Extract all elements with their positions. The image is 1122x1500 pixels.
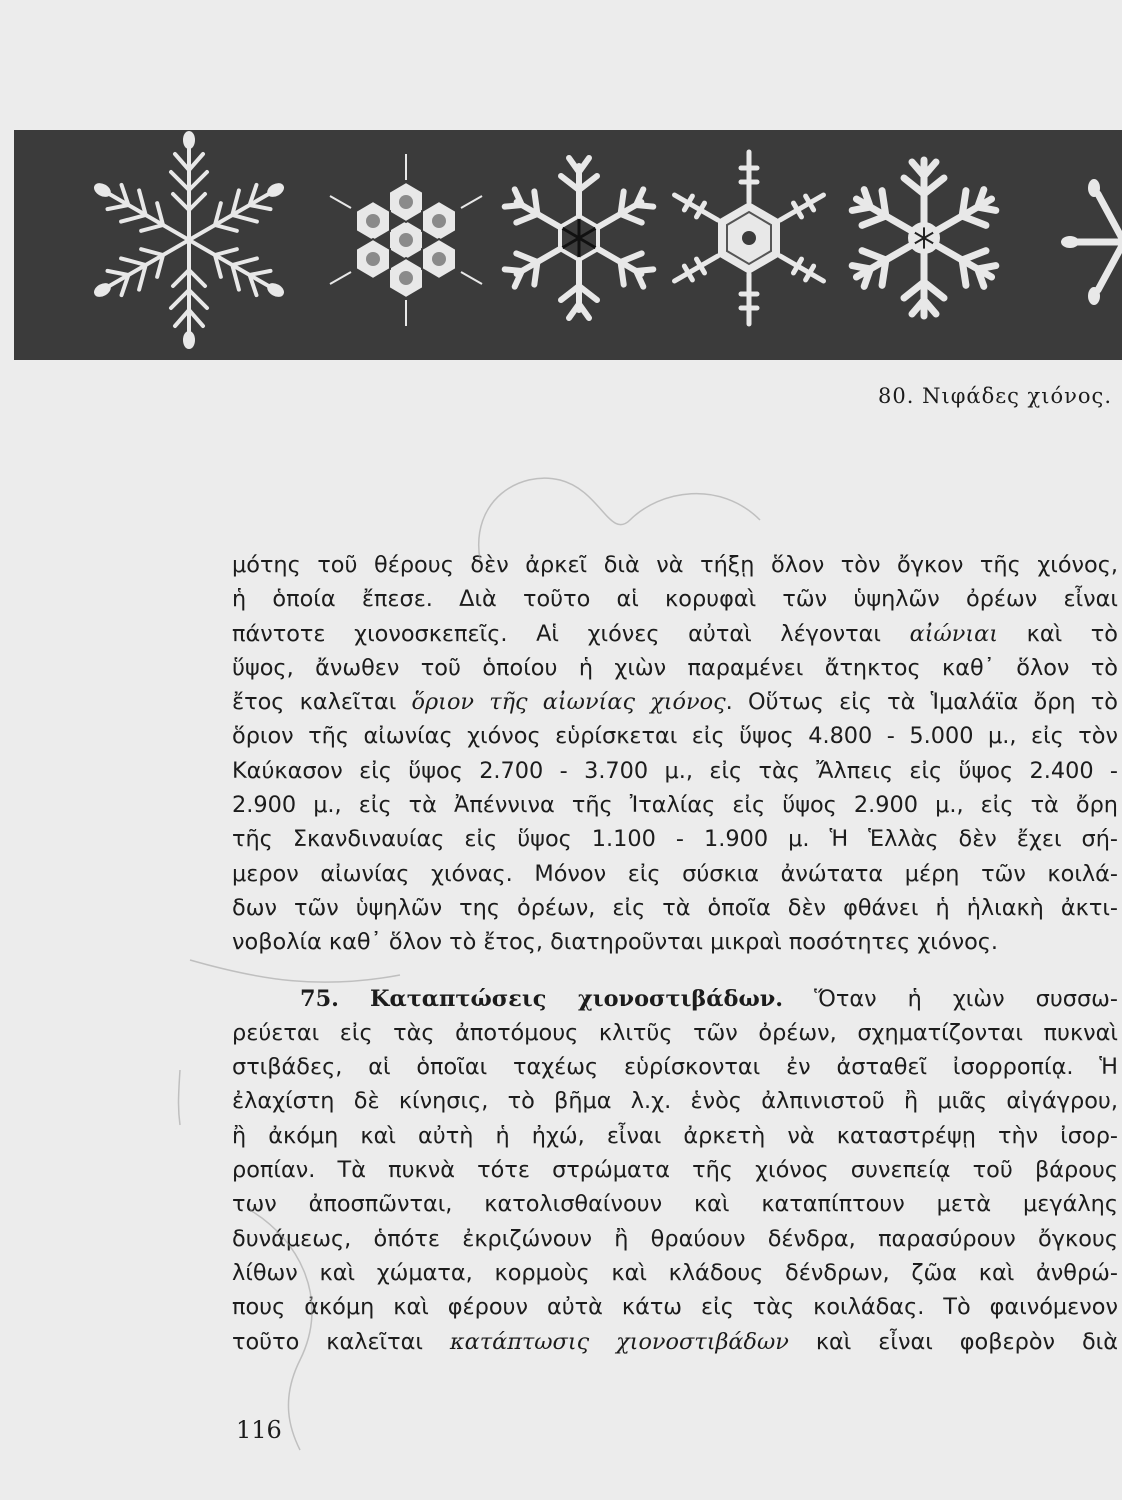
paragraph-line: τοῦτο καλεῖται κατάπτωσις χιονοστιβάδων καὶ εἶναι φοβερὸν διὰ — [232, 1328, 1118, 1355]
paragraph-line: των ἀποσπῶνται, κατολισθαίνουν καὶ καταπίπτουν μετὰ μεγάλης — [232, 1191, 1118, 1218]
section-heading-line: 75. Καταπτώσεις χιονοστιβάδων. Ὅταν ἡ χιὼν συσσω- — [300, 985, 1118, 1012]
paragraph-line: ἢ ἀκόμη καὶ αὐτὴ ἡ ἠχώ, εἶναι ἀρκετὴ νὰ καταστρέψῃ τὴν ἰσορ- — [232, 1122, 1118, 1149]
snowflake-illustration — [14, 130, 1122, 360]
section-title: Καταπτώσεις χιονοστιβάδων. — [370, 985, 784, 1012]
paragraph-line: νοβολία καθ᾽ ὅλον τὸ ἔτος, διατηροῦνται μικραὶ ποσότητες χιόνος. — [232, 929, 999, 956]
paragraph-line: τῆς Σκανδιναυίας εἰς ὕψος 1.100 - 1.900 μ. Ἡ Ἑλλὰς δὲν ἔχει σή- — [232, 826, 1118, 853]
paragraph-line: 2.900 μ., εἰς τὰ Ἀπέννινα τῆς Ἰταλίας εἰς ὕψος 2.900 μ., εἰς τὰ ὄρη — [232, 792, 1118, 819]
paragraph-line: ρεύεται εἰς τὰς ἀποτόμους κλιτῦς τῶν ὀρέων, σχηματίζονται πυκναὶ — [232, 1019, 1118, 1046]
section-number: 75. — [300, 985, 339, 1012]
paragraph-line: ὅριον τῆς αἰωνίας χιόνος εὑρίσκεται εἰς ὕψος 4.800 - 5.000 μ., εἰς τὸν — [232, 723, 1118, 750]
paragraph-line: Καύκασον εἰς ὕψος 2.700 - 3.700 μ., εἰς τὰς Ἄλπεις εἰς ὕψος 2.400 - — [232, 757, 1118, 784]
emphasis-term: αἰώνιαι — [909, 620, 999, 647]
paragraph-line: ἐλαχίστη δὲ κίνησις, τὸ βῆμα λ.χ. ἑνὸς ἀλπινιστοῦ ἢ μιᾶς αἰγάγρου, — [232, 1088, 1118, 1115]
paragraph-line: ροπίαν. Τὰ πυκνὰ τότε στρώματα τῆς χιόνος συνεπείᾳ τοῦ βάρους — [232, 1157, 1118, 1184]
paragraph-line: μερον αἰωνίας χιόνας. Μόνον εἰς σύσκια ἀνώτατα μέρη τῶν κοιλά- — [232, 860, 1118, 887]
snowflake-fern-icon — [846, 160, 1001, 316]
snowflake-star-icon — [501, 158, 658, 318]
paragraph-line: πους ἀκόμη καὶ φέρουν αὐτὰ κάτω εἰς τὰς κοιλάδας. Τὸ φαινόμενον — [232, 1294, 1118, 1321]
page-body — [232, 548, 1118, 1359]
snowflake-plate-icon — [671, 152, 828, 324]
paragraph-line: ὕψος, ἄνωθεν τοῦ ὁποίου ἡ χιὼν παραμένει ἄτηκτος καθ᾽ ὅλον τὸ — [232, 654, 1118, 681]
snowflake-hexagon-cluster-icon — [330, 154, 482, 326]
snowflake-figure — [14, 130, 1122, 360]
paragraph-line: δυνάμεως, ὁπότε ἐκριζώνουν ἢ θραύουν δένδρα, παρασύρουν ὄγκους — [232, 1225, 1118, 1252]
paragraph-line: στιβάδες, αἱ ὁποῖαι ταχέως εὑρίσκονται ἐν ἀσταθεῖ ἰσορροπίᾳ. Ἡ — [232, 1054, 1118, 1081]
snowflake-partial-icon — [1061, 179, 1122, 305]
page-number: 116 — [236, 1416, 282, 1444]
paragraph-line: πάντοτε χιονοσκεπεῖς. Αἱ χιόνες αὐταὶ λέγονται αἰώνιαι καὶ τὸ — [232, 620, 1118, 647]
snowflake-dendrite-icon — [87, 133, 290, 347]
paragraph-line: μότης τοῦ θέρους δὲν ἀρκεῖ διὰ νὰ τήξῃ ὅλον τὸν ὄγκον τῆς χιόνος, — [232, 552, 1118, 578]
emphasis-term: ὅριον τῆς αἰωνίας χιόνος — [411, 689, 726, 716]
figure-caption: 80. Νιφάδες χιόνος. — [878, 384, 1112, 408]
paragraph-line: λίθων καὶ χώματα, κορμοὺς καὶ κλάδους δένδρων, ζῶα καὶ ἀνθρώ- — [232, 1259, 1118, 1286]
paragraph-line: ἡ ὁποία ἔπεσε. Διὰ τοῦτο αἱ κορυφαὶ τῶν ὑψηλῶν ὀρέων εἶναι — [232, 586, 1118, 613]
paragraph-line: ἔτος καλεῖται ὅριον τῆς αἰωνίας χιόνος. Οὕτως εἰς τὰ Ἱμαλάϊα ὄρη τὸ — [232, 689, 1118, 716]
emphasis-term: κατάπτωσις χιονοστιβάδων — [449, 1328, 789, 1355]
paragraph-line: δων τῶν ὑψηλῶν της ὀρέων, εἰς τὰ ὁποῖα δὲν φθάνει ἡ ἡλιακὴ ἀκτι- — [232, 894, 1118, 921]
